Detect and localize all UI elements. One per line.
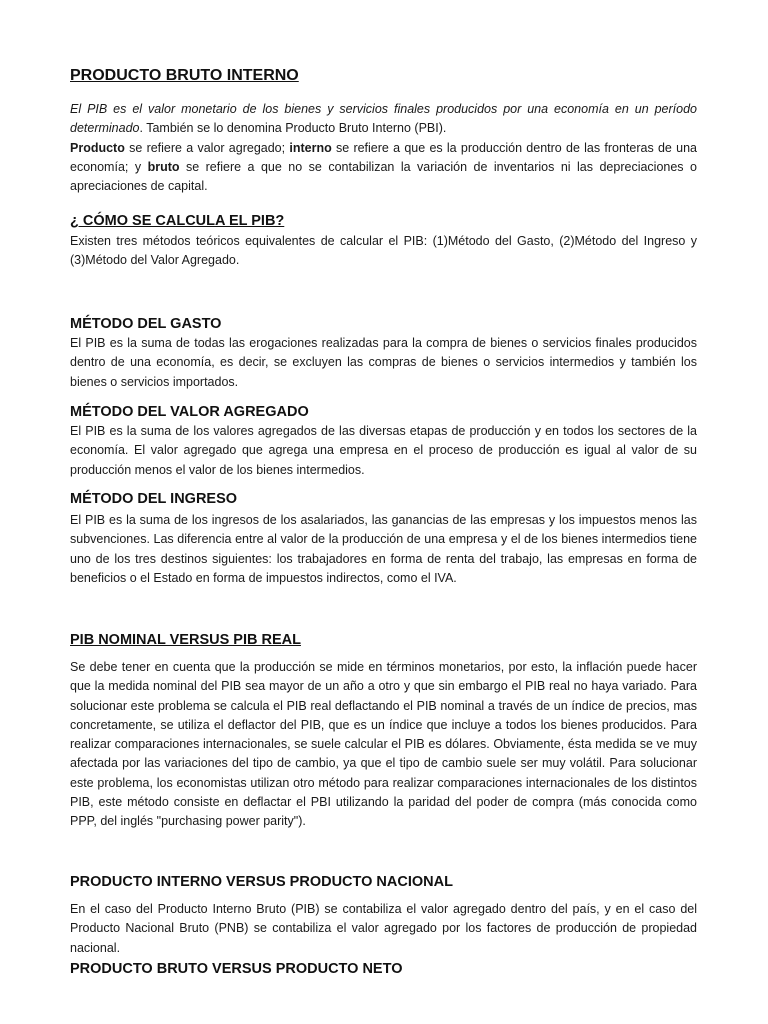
paragraph-metodo-valor-agregado: El PIB es la suma de los valores agregados de las diversas etapas de producción y en todos los sectores de la economía. El valor agregado que agrega una empresa en el proceso de producción es igual al valor de su producción menos el valor de los bienes intermedios. bbox=[70, 424, 697, 477]
paragraph-metodo-gasto: El PIB es la suma de todas las erogaciones realizadas para la compra de bienes o servicios finales producidos dentro de una economía, es decir, se excluyen las compras de bienes o servicios intermedios y también los bienes o servicios importados. bbox=[70, 336, 697, 389]
term-bruto: bruto bbox=[147, 159, 180, 174]
term-producto: Producto bbox=[70, 140, 125, 155]
paragraph-metodo-ingreso: El PIB es la suma de los ingresos de los asalariados, las ganancias de las empresas y los impuestos menos las subvenciones. Las diferencia entre al valor de la producción de una empresa y el de los bienes intermedios tiene uno de los tres destinos siguientes: los trabajadores en forma de renta del trabajo, las empresas en forma de beneficios o el Estado en forma de impuestos indirectos, como el IVA. bbox=[70, 513, 697, 585]
paragraph-nominal-vs-real: Se debe tener en cuenta que la producción se mide en términos monetarios, por esto, la inflación puede hacer que la medida nominal del PIB sea mayor de un año a otro y que sin embargo el PIB real no haya variado. Para solucionar este problema se calcula el PIB real deflactando el PIB nominal a través de un índice de precios, mas concretamente, se utiliza el deflactor del PIB, que es un índice que incluye a todos los bienes producidos. Para realizar comparaciones internacionales, se suele calcular el PIB es dólares. Obviamente, ésta medida se ve muy afectada por las variaciones del tipo de cambio, ya que el tipo de cambio suele ser muy volátil. Para solucionar este problema, los economistas utilizan otro método para realizar comparaciones internacionales de los distintos PIB, este método consiste en deflactar el PBI utilizando la paridad del poder de compra (más conocida como PPP, del inglés "purchasing power parity"). bbox=[70, 660, 697, 829]
heading-como-calcula: ¿ CÓMO SE CALCULA EL PIB? bbox=[70, 213, 285, 229]
paragraph-interno-vs-nacional: En el caso del Producto Interno Bruto (PIB) se contabiliza el valor agregado dentro del país, y en el caso del Producto Nacional Bruto (PNB) se contabiliza el valor agregado por los factores de producción de propiedad nacional. bbox=[70, 902, 697, 955]
heading-interno-vs-nacional: PRODUCTO INTERNO VERSUS PRODUCTO NACIONAL bbox=[70, 874, 453, 890]
heading-metodo-gasto: MÉTODO DEL GASTO bbox=[70, 316, 222, 332]
pib-definition: El PIB es el valor monetario de los bienes y servicios finales producidos por una economía en un período determinado bbox=[70, 102, 697, 136]
intro-paragraph: El PIB es el valor monetario de los bienes y servicios finales producidos por una economía en un período determinado. También se lo denomina Producto Bruto Interno (PBI). Producto se refiere a valor agregado; interno se refiere a que es la producción dentro de las fronteras de una economía; y bruto se refiere a que no se contabilizan la variación de inventarios ni las depreciaciones o apreciaciones de capital. bbox=[70, 102, 697, 194]
heading-nominal-vs-real: PIB NOMINAL VERSUS PIB REAL bbox=[70, 632, 301, 648]
paragraph-como-calcula: Existen tres métodos teóricos equivalentes de calcular el PIB: (1)Método del Gasto, (2)Método del Ingreso y (3)Método del Valor Agregado. bbox=[70, 234, 697, 268]
heading-metodo-valor-agregado: MÉTODO DEL VALOR AGREGADO bbox=[70, 404, 309, 420]
term-interno: interno bbox=[289, 140, 332, 155]
heading-metodo-ingreso: MÉTODO DEL INGRESO bbox=[70, 491, 238, 507]
page-title: PRODUCTO BRUTO INTERNO bbox=[70, 67, 299, 84]
heading-bruto-vs-neto: PRODUCTO BRUTO VERSUS PRODUCTO NETO bbox=[70, 961, 403, 977]
